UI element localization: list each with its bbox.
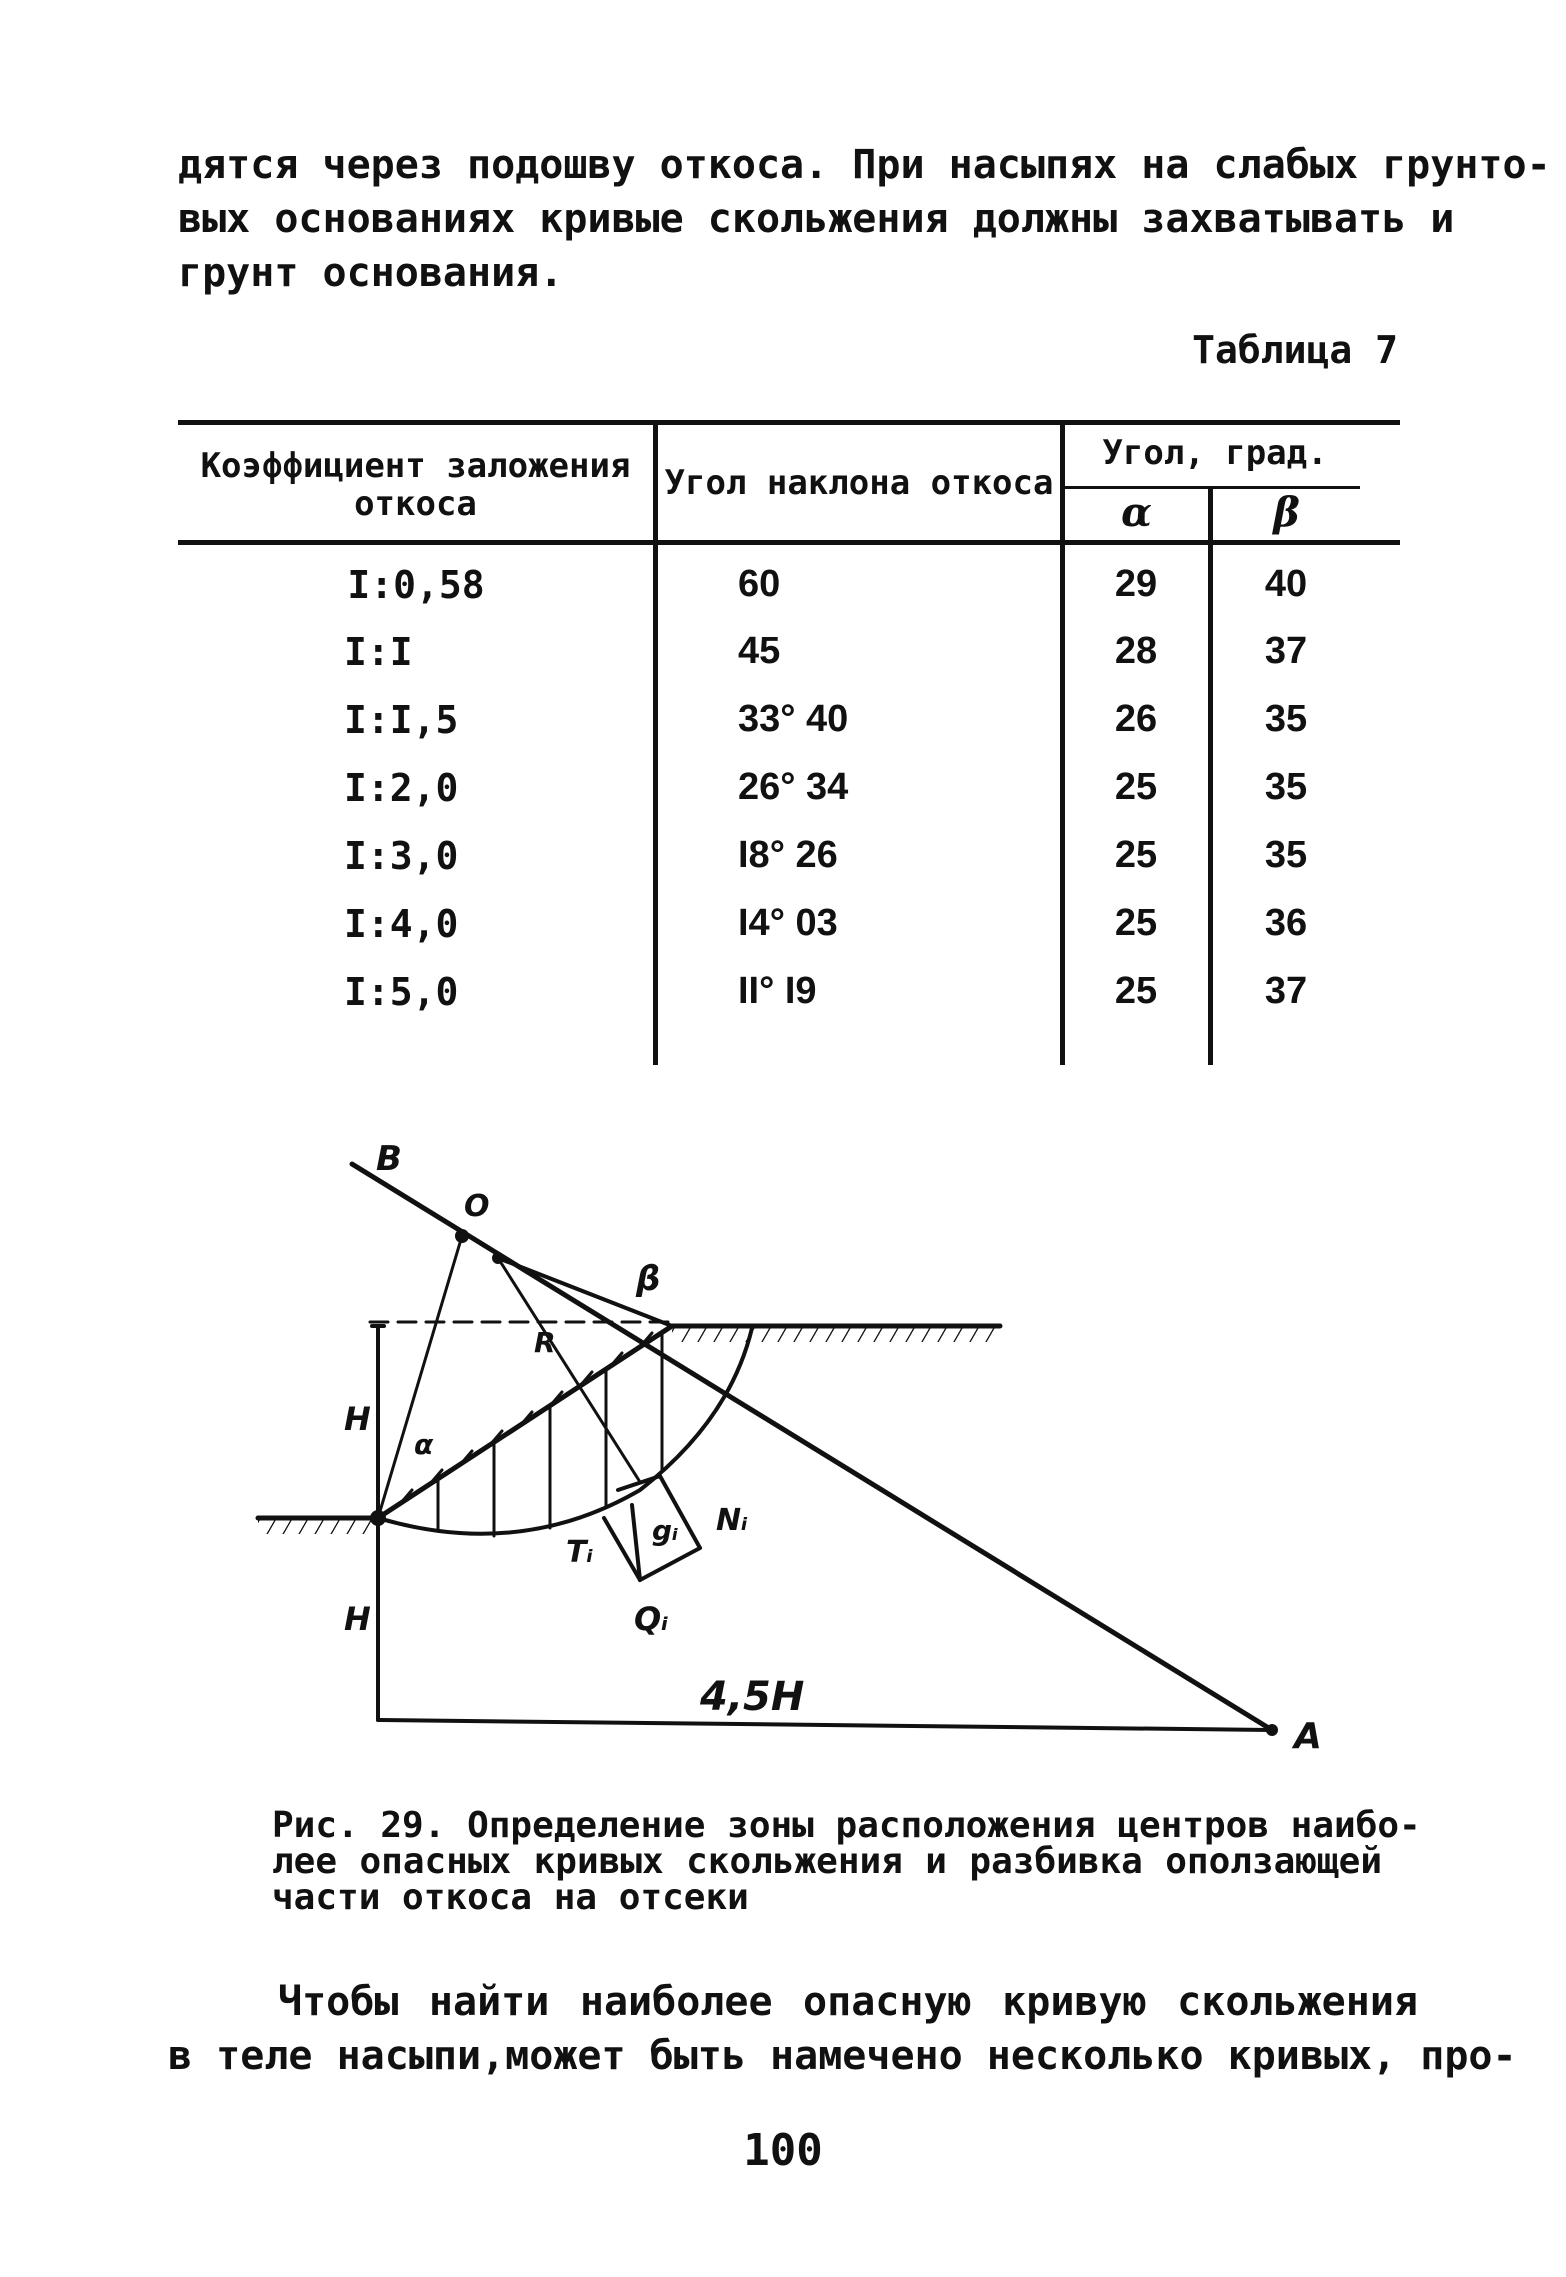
header-alpha: α xyxy=(1121,489,1152,536)
label-alpha: α xyxy=(414,1428,434,1461)
label-qi: Qᵢ xyxy=(634,1600,669,1638)
cell-beta: 35 xyxy=(1264,698,1308,740)
bottom-ground-hatch xyxy=(258,1520,378,1534)
label-r: R xyxy=(534,1326,556,1359)
cell-coef: I:3,0 xyxy=(344,834,459,878)
cell-beta: 37 xyxy=(1264,970,1308,1012)
cell-alpha: 28 xyxy=(1114,630,1158,672)
label-ni: Nᵢ xyxy=(716,1503,748,1538)
slice-lines xyxy=(438,1334,662,1536)
label-beta: β xyxy=(636,1259,661,1299)
cell-angle: I8° 26 xyxy=(738,834,838,876)
label-o: O xyxy=(464,1189,490,1224)
cell-alpha: 26 xyxy=(1114,698,1158,740)
table-header-rule xyxy=(178,540,1400,545)
cell-coef: I:0,58 xyxy=(347,563,485,607)
cell-alpha: 25 xyxy=(1114,834,1158,876)
cell-beta: 36 xyxy=(1264,902,1308,944)
cell-coef: I:I xyxy=(344,630,413,674)
point-center xyxy=(492,1252,504,1264)
figure-caption xyxy=(272,1805,1421,1918)
label-a: A xyxy=(1294,1716,1322,1757)
line-center-force xyxy=(498,1258,640,1482)
cell-beta: 35 xyxy=(1264,766,1308,808)
cell-angle: I4° 03 xyxy=(738,902,838,944)
label-ti: Tᵢ xyxy=(566,1535,594,1570)
table-col-rule xyxy=(653,420,658,1065)
line-o-toe xyxy=(378,1236,462,1518)
paragraph-line: вых основаниях кривые скольжения должны захватывать и xyxy=(178,196,1455,242)
caption-line: Рис. 29. Определение зоны расположения центров наибо- xyxy=(272,1805,1421,1846)
page-number: 100 xyxy=(743,2125,823,2176)
cell-beta: 37 xyxy=(1264,630,1308,672)
cell-beta: 40 xyxy=(1264,563,1308,605)
label-h-top: H xyxy=(344,1400,371,1438)
point-toe xyxy=(370,1510,386,1526)
distance-line xyxy=(378,1720,1272,1730)
cell-alpha: 25 xyxy=(1114,970,1158,1012)
cell-coef: I:5,0 xyxy=(344,970,459,1014)
cell-alpha: 25 xyxy=(1114,902,1158,944)
point-o xyxy=(455,1229,469,1243)
top-ground-hatch xyxy=(672,1328,1000,1342)
table-top-rule xyxy=(178,420,1400,425)
cell-coef: I:I,5 xyxy=(344,698,459,742)
cell-coef: I:4,0 xyxy=(344,902,459,946)
cell-beta: 35 xyxy=(1264,834,1308,876)
paragraph-line: Чтобы найти наиболее опасную кривую скольжения xyxy=(278,1979,1418,2025)
slope-table xyxy=(178,420,1400,1070)
label-distance: 4,5H xyxy=(700,1674,805,1720)
point-a xyxy=(1266,1724,1278,1736)
header-coef xyxy=(178,447,653,523)
cell-angle: 60 xyxy=(738,563,781,605)
paragraph-line: дятся через подошву откоса. При насыпях на слабых грунто- xyxy=(178,142,1551,188)
cell-angle: II° I9 xyxy=(738,970,817,1012)
caption-line: лее опасных кривых скольжения и разбивка оползающей xyxy=(272,1841,1382,1882)
slope-stability-diagram xyxy=(240,1130,1360,1770)
cell-angle: 33° 40 xyxy=(738,698,849,740)
cell-alpha: 25 xyxy=(1114,766,1158,808)
cell-alpha: 29 xyxy=(1114,563,1158,605)
caption-line: части откоса на отсеки xyxy=(272,1877,749,1918)
header-angle-group: Угол, град. xyxy=(1102,433,1328,473)
label-b: B xyxy=(376,1139,402,1179)
header-beta: β xyxy=(1273,489,1300,536)
header-angle: Угол наклона откоса xyxy=(664,463,1054,503)
cell-angle: 45 xyxy=(738,630,781,672)
sliding-arc xyxy=(378,1328,752,1534)
cell-coef: I:2,0 xyxy=(344,766,459,810)
paragraph-line: в теле насыпи,может быть намечено несколько кривых, про- xyxy=(168,2033,1517,2079)
top-paragraph xyxy=(178,138,1551,300)
paragraph-line: грунт основания. xyxy=(178,250,564,296)
table-label: Таблица 7 xyxy=(1192,328,1398,372)
cell-angle: 26° 34 xyxy=(738,766,849,808)
header-coef-line: Коэффициент заложения xyxy=(200,446,631,486)
label-gi: gᵢ xyxy=(652,1514,679,1547)
header-coef-line: откоса xyxy=(354,484,477,524)
bottom-paragraph xyxy=(168,1975,1517,2083)
label-h-bottom: H xyxy=(344,1600,371,1638)
